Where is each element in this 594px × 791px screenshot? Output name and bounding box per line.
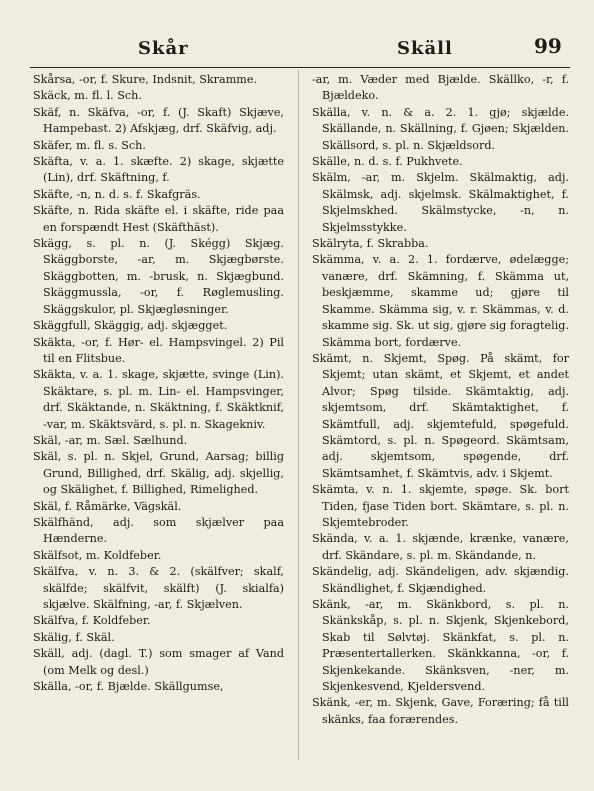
dictionary-entry: Skäkta, v. a. 1. skage, skjætte, svinge (Lin). Skäktare, s. pl. m. Lin- el. Hampsvinger, drf. Skäktande, n. Skäktning, f. Skäktknif, -var, m. Skäktsvärd, s. pl. n. Skagekniv. — [33, 368, 284, 431]
dictionary-entry: Skårsa, -or, f. Skure, Indsnit, Skramme. — [33, 73, 258, 86]
dictionary-entry: Skäl, s. pl. n. Skjel, Grund, Aarsag; billig Grund, Billighed, drf. Skälig, adj. skjellig, og Skälighet, f. Billighed, Rimelighed. — [33, 450, 284, 497]
dictionary-entry: Skäfte, -n, n. d. s. f. Skafgräs. — [33, 187, 201, 201]
right-column — [312, 72, 569, 728]
dictionary-entry: Skälm, -ar, m. Skjelm. Skälmaktig, adj. Skälmsk, adj. skjelmsk. Skälmaktighet, f. Skjelmskhed. Skälmstycke, -n, n. Skjelmsstykke. — [312, 171, 569, 234]
left-column — [33, 72, 284, 695]
dictionary-entry: Skäf, n. Skäfva, -or, f. (J. Skaft) Skjæve, Hampebast. 2) Afskjæg, drf. Skäfvig, adj. — [33, 105, 284, 136]
column-divider — [298, 70, 299, 760]
dictionary-entry: Skändelig, adj. Skändeligen, adv. skjændig. Skändlighet, f. Skjændighed. — [312, 565, 569, 595]
dictionary-entry: Skäkta, -or, f. Hør- el. Hampsvingel. 2) Pil til en Flitsbue. — [33, 335, 284, 365]
dictionary-entry: Skälig, f. Skäl. — [33, 630, 115, 644]
dictionary-entry: Skägg, s. pl. n. (J. Skégg) Skjæg. Skäggborste, -ar, m. Skjægbørste. Skäggbotten, m. -brusk, n. Skjægbund. Skäggmussla, -or, f. Røglemusling. Skäggskulor, pl. Skjægløsninger. — [33, 237, 284, 316]
dictionary-entry: Skälfva, f. Koldfeber. — [33, 614, 151, 628]
running-head-left: Skår — [138, 38, 189, 59]
running-head-right: Skäll — [397, 38, 453, 59]
dictionary-entry: Skäggfull, Skäggig, adj. skjægget. — [33, 319, 228, 333]
dictionary-entry: Skänk, -er, m. Skjenk, Gave, Foræring; få till skänks, faa forærendes. — [312, 696, 569, 726]
dictionary-entry: Skälfsot, m. Koldfeber. — [33, 548, 162, 562]
dictionary-entry: Skälryta, f. Skrabba. — [312, 237, 429, 251]
dictionary-entry: Skälfhänd, adj. som skjælver paa Hænderne. — [33, 515, 284, 546]
dictionary-entry: Skäfta, v. a. 1. skæfte. 2) skage, skjætte (Lin), drf. Skäftning, f. — [33, 155, 284, 185]
dictionary-entry: Skäck, m. fl. l. Sch. — [33, 89, 142, 103]
dictionary-entry: Skämt, n. Skjemt, Spøg. På skämt, for Skjemt; utan skämt, et Skjemt, et andet Alvor; Spøg tilside. Skämtaktig, adj. skjemtsom, drf. Skämtaktighet, f. Skämtfull, adj. skjemtefuld, spøgefuld. Skämtord, s. pl. n. Spøgeord. Skämtsam, adj. skjemtsom, spøgende, drf. Skämtsamhet, f. Skämtvis, adv. i Skjemt. — [312, 351, 569, 480]
dictionary-entry: Skämma, v. a. 2. 1. fordærve, ødelægge; vanære, drf. Skämning, f. Skämma ut, beskjæmme, skamme ud; gjøre til Skamme. Skämma sig, v. r. Skämmas, v. d. skamme sig. Sk. ut sig, gjøre sig foragtelig. Skämma bort, fordærve. — [312, 253, 569, 349]
dictionary-entry: Skäl, f. Råmärke, Vägskäl. — [33, 499, 182, 513]
dictionary-entry: Skälle, n. d. s. f. Pukhvete. — [312, 155, 463, 169]
dictionary-entry: Skäfer, m. fl. s. Sch. — [33, 138, 146, 152]
dictionary-entry: Skälla, v. n. & a. 2. 1. gjø; skjælde. Skällande, n. Skällning, f. Gjøen; Skjælden. Skällsord, s. pl. n. Skjældsord. — [312, 105, 569, 152]
header-rule — [30, 67, 570, 68]
dictionary-entry: Skända, v. a. 1. skjænde, krænke, vanære, drf. Skändare, s. pl. m. Skändande, n. — [312, 532, 569, 562]
dictionary-entry: Skämta, v. n. 1. skjemte, spøge. Sk. bort Tiden, fjase Tiden bort. Skämtare, s. pl. n. Skjemtebroder. — [312, 483, 569, 529]
page-number: 99 — [534, 34, 562, 58]
dictionary-entry: Skäll, adj. (dagl. T.) som smager af Vand (om Melk og desl.) — [33, 647, 284, 677]
dictionary-entry: Skälfva, v. n. 3. & 2. (skälfver; skalf, skälfde; skälfvit, skälft) (J. skialfa) skjælve. Skälfning, -ar, f. Skjælven. — [33, 565, 284, 611]
dictionary-entry: Skäfte, n. Rida skäfte el. i skäfte, ride paa en forspændt Hest (Skäfthäst). — [33, 204, 284, 234]
dictionary-entry: Skäl, -ar, m. Sæl. Sælhund. — [33, 433, 188, 447]
dictionary-entry: Skänk, -ar, m. Skänkbord, s. pl. n. Skänkskåp, s. pl. n. Skjenk, Skjenkebord, Skab til Sølvtøj. Skänkfat, s. pl. n. Præsentertallerken. Skänkkanna, -or, f. Skjenkekande. Skänksven, -ner, m. Skjenkesvend, Kjeldersvend. — [312, 598, 569, 694]
dictionary-entry: Skälla, -or, f. Bjælde. Skällgumse, — [33, 680, 224, 694]
dictionary-entry: -ar, m. Væder med Bjælde. Skällko, -r, f. Bjældeko. — [312, 73, 569, 103]
